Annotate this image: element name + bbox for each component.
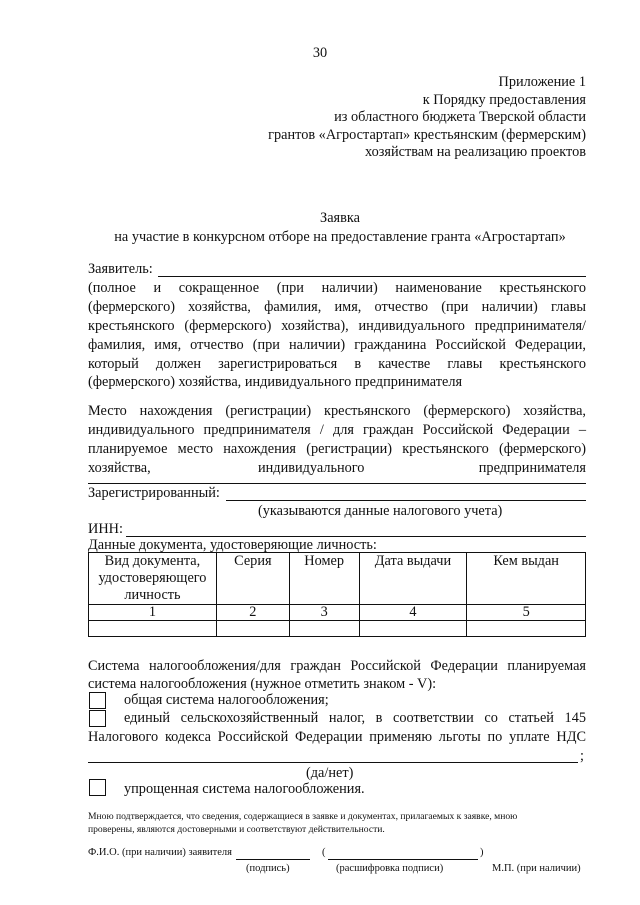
esn-tax-checkbox[interactable] bbox=[89, 710, 106, 727]
applicant-label: Заявитель: bbox=[88, 261, 153, 277]
table-cell: 5 bbox=[467, 605, 586, 621]
appendix-line: Приложение 1 bbox=[498, 74, 586, 90]
appendix-line: к Порядку предоставления bbox=[422, 92, 586, 108]
table-header-cell bbox=[216, 553, 289, 605]
header-series: Серия bbox=[234, 553, 272, 569]
applicant-desc-line: (фермерского) хозяйства, фамилия, имя, отчество (при наличии) главы bbox=[88, 299, 586, 315]
registered-label: Зарегистрированный: bbox=[88, 485, 220, 501]
applicant-desc-line: (фермерского) хозяйства, индивидуального предпринимателя bbox=[88, 374, 463, 390]
appendix-line: из областного бюджета Тверской области bbox=[334, 109, 586, 125]
general-tax-label: общая система налогообложения; bbox=[124, 692, 329, 708]
header-number: Номер bbox=[304, 553, 345, 569]
table-row bbox=[89, 621, 586, 637]
tax-intro-line: система налогообложения (нужное отметить знаком - V): bbox=[88, 676, 437, 692]
applicant-desc-line: крестьянского (фермерского) хозяйства), индивидуального предпринимателя/ bbox=[88, 318, 586, 334]
table-header-cell bbox=[89, 553, 217, 605]
table-header-row bbox=[89, 553, 586, 605]
appendix-line: грантов «Агростартап» крестьянским (фермерским) bbox=[268, 127, 586, 143]
table-input-cell[interactable] bbox=[467, 621, 586, 637]
open-paren: ( bbox=[322, 847, 326, 858]
vat-answer-line[interactable] bbox=[88, 762, 578, 763]
table-header-cell bbox=[467, 553, 586, 605]
document-title: Заявка bbox=[320, 210, 360, 226]
document-subtitle: на участие в конкурсном отборе на предоставление гранта «Агростартап» bbox=[114, 229, 566, 245]
id-document-table bbox=[88, 552, 586, 637]
location-word: предпринимателя bbox=[478, 460, 586, 476]
signature-decode-line[interactable] bbox=[328, 859, 478, 860]
table-input-cell[interactable] bbox=[359, 621, 467, 637]
applicant-desc-line: (полное и сокращенное (при наличии) наименование крестьянского bbox=[88, 280, 586, 296]
signature-line[interactable] bbox=[236, 859, 310, 860]
confirmation-line: проверены, являются достоверными и соответствуют действительности. bbox=[88, 824, 385, 835]
fio-label: Ф.И.О. (при наличии) заявителя bbox=[88, 847, 232, 858]
esn-tax-label-cont: Налогового кодекса Российской Федерации применяю льготы по уплате НДС bbox=[88, 729, 586, 745]
table-number-row bbox=[89, 605, 586, 621]
confirmation-line: Мною подтверждается, что сведения, содержащиеся в заявке и документах, прилагаемых к заявке, мною bbox=[88, 811, 518, 822]
simplified-tax-label: упрощенная система налогообложения. bbox=[124, 781, 365, 797]
esn-tax-label: единый сельскохозяйственный налог, в соответствии со статьей 145 bbox=[124, 710, 586, 726]
location-word: хозяйства, bbox=[88, 460, 151, 476]
close-paren: ) bbox=[480, 847, 484, 858]
header-doc-type: Вид документа, удостоверяющего личность bbox=[98, 553, 207, 603]
applicant-input-line[interactable] bbox=[158, 276, 586, 277]
vat-yes-no-caption: (да/нет) bbox=[306, 765, 354, 781]
vat-end-mark: ; bbox=[580, 748, 584, 764]
location-line: индивидуального предпринимателя / для граждан Российской Федерации – bbox=[88, 422, 586, 438]
registered-input-line[interactable] bbox=[226, 500, 586, 501]
stamp-label: М.П. (при наличии) bbox=[492, 863, 581, 874]
header-issue-date: Дата выдачи bbox=[374, 553, 452, 569]
table-cell: 4 bbox=[359, 605, 467, 621]
simplified-tax-checkbox[interactable] bbox=[89, 779, 106, 796]
table-input-cell[interactable] bbox=[289, 621, 359, 637]
inn-label: ИНН: bbox=[88, 521, 123, 537]
appendix-line: хозяйствам на реализацию проектов bbox=[365, 144, 586, 160]
applicant-desc-line: фамилия, имя, отчество (при наличии) гражданина Российской Федерации, bbox=[88, 337, 586, 353]
header-issued-by: Кем выдан bbox=[493, 553, 559, 569]
table-header-cell bbox=[359, 553, 467, 605]
table-input-cell[interactable] bbox=[89, 621, 217, 637]
location-line: планируемое место нахождения (регистрации) крестьянского (фермерского) bbox=[88, 441, 586, 457]
table-input-cell[interactable] bbox=[216, 621, 289, 637]
table-cell: 2 bbox=[216, 605, 289, 621]
location-line: Место нахождения (регистрации) крестьянского (фермерского) хозяйства, bbox=[88, 403, 586, 419]
applicant-desc-line: который должен зарегистрироваться в качестве главы крестьянского bbox=[88, 356, 586, 372]
registered-note: (указываются данные налогового учета) bbox=[258, 503, 503, 519]
location-word: индивидуального bbox=[258, 460, 365, 476]
page-number: 30 bbox=[312, 45, 328, 61]
id-document-label: Данные документа, удостоверяющие личность: bbox=[88, 537, 377, 553]
general-tax-checkbox[interactable] bbox=[89, 692, 106, 709]
table-cell: 3 bbox=[289, 605, 359, 621]
signature-caption: (подпись) bbox=[246, 863, 290, 874]
tax-intro-line: Система налогообложения/для граждан Российской Федерации планируемая bbox=[88, 658, 586, 674]
decode-caption: (расшифровка подписи) bbox=[336, 863, 444, 874]
table-header-cell bbox=[289, 553, 359, 605]
table-cell: 1 bbox=[89, 605, 217, 621]
